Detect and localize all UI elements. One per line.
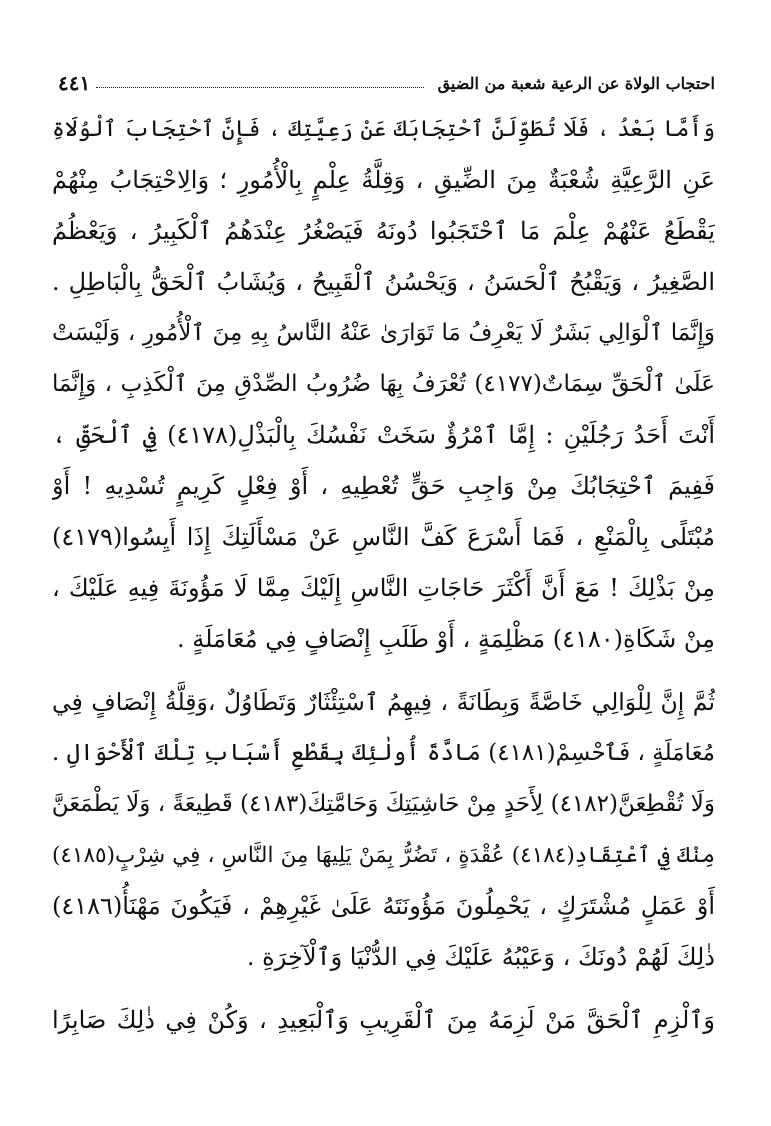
- text-line: مُعَامَلَةٍ ، فَٱحْسِمْ(٤١٨١) مَادَّةَ أُولٰئِكَ بِقَطْعِ أَسْبَابِ تِلْكَ ٱلْأَحْوَالِ .: [52, 740, 715, 766]
- paragraph-1: [52, 104, 715, 665]
- text-line: وَإِنَّمَا ٱلْوَالِي بَشَرٌ لَا يَعْرِفُ مَا تَوَارَىٰ عَنْهُ النَّاسُ بِهِ مِنَ ٱلْأُمُورِ ، وَلَيْسَتْ: [52, 320, 715, 346]
- page-number: ٤٤١: [58, 71, 91, 95]
- paragraph-3: [52, 995, 715, 1046]
- running-header: [58, 66, 715, 100]
- text-line: فَفِيمَ ٱحْتِجَابُكَ مِنْ وَاجِبِ حَقٍّ تُعْطِيهِ ، أَوْ فِعْلٍ كَرِيمٍ تُسْدِيهِ ! أَوْ: [52, 472, 715, 500]
- dotted-leader: [96, 87, 423, 88]
- text-line: ذٰلِكَ لَهُمْ دُونَكَ ، وَعَيْبُهُ عَلَيْكَ فِي الدُّنْيَا وَٱلْآخِرَةِ .: [246, 943, 715, 971]
- text-line: الصَّغِيرُ ، وَيَقْبُحُ ٱلْحَسَنُ ، وَيَحْسُنُ ٱلْقَبِيحُ ، وَيُشَابُ ٱلْحَقُّ بِالْبَاطِلِ .: [52, 268, 715, 296]
- text-line: أَنْتَ أَحَدُ رَجُلَيْنِ : إِمَّا ٱمْرُؤٌ سَخَتْ نَفْسُكَ بِالْبَذْلِ(٤١٧٨) فِي ٱلْحَقِّ ،: [52, 421, 715, 449]
- text-line: عَنِ الرَّعِيَّةِ شُعْبَةٌ مِنَ الضِّيقِ ، وَقِلَّةُ عِلْمٍ بِالْأُمُورِ ؛ وَالِاحْتِجَابُ مِنْهُمْ: [52, 166, 715, 194]
- text-line: مُبْتَلًى بِالْمَنْعِ ، فَمَا أَسْرَعَ كَفَّ النَّاسِ عَنْ مَسْأَلَتِكَ إِذَا أَيِسُوا(٤١٧٩): [52, 523, 715, 551]
- text-line: وَأَمَّا بَعْدُ ، فَلَا تُطَوِّلَنَّ ٱحْتِجَابَكَ عَنْ رَعِيَّتِكَ ، فَإِنَّ ٱحْتِجَابَ ٱلْوُلَاةِ: [52, 117, 715, 142]
- text-line: ثُمَّ إِنَّ لِلْوَالِي خَاصَّةً وَبِطَانَةً ، فِيهِمُ ٱسْتِئْثَارٌ وَتَطَاوُلٌ ،وَقِلَّةُ إِنْصَافٍ فِي: [52, 688, 715, 716]
- body-text: [52, 104, 715, 1046]
- text-line: عَلَىٰ ٱلْحَقِّ سِمَاتٌ(٤١٧٧) تُعْرَفُ بِهَا ضُرُوبُ الصِّدْقِ مِنَ ٱلْكَذِبِ ، وَإِنَّمَا: [52, 371, 715, 397]
- text-line: مِنْ شَكَاةِ(٤١٨٠) مَظْلِمَةٍ ، أَوْ طَلَبِ إِنْصَافٍ فِي مُعَامَلَةٍ .: [176, 625, 715, 653]
- text-line: مِنْكَ فِي ٱعْتِقَادِ(٤١٨٤) عُقْدَةٍ ، تَضُرُّ بِمَنْ يَلِيهَا مِنَ النَّاسِ ، فِي شِرْبٍ(٤١٨٥): [52, 843, 715, 868]
- text-line: يَقْطَعُ عَنْهُمْ عِلْمَ مَا ٱحْتَجَبُوا دُونَهُ فَيَصْغُرُ عِنْدَهُمُ ٱلْكَبِيرُ ، وَيَعْظُمُ: [52, 217, 715, 245]
- text-line: أَوْ عَمَلٍ مُشْتَرَكٍ ، يَحْمِلُونَ مَؤُونَتَهُ عَلَىٰ غَيْرِهِمْ ، فَيَكُونَ مَهْنَأُ(٤١٨٦): [52, 892, 715, 920]
- text-line: وَلَا تُقْطِعَنَّ(٤١٨٢) لِأَحَدٍ مِنْ حَاشِيَتِكَ وَحَامَّتِكَ(٤١٨٣) قَطِيعَةً ، وَلَا يَطْمَعَنَّ: [52, 791, 715, 817]
- text-line: مِنْ بَذْلِكَ ! مَعَ أَنَّ أَكْثَرَ حَاجَاتِ النَّاسِ إِلَيْكَ مِمَّا لَا مَؤُونَةَ فِيهِ عَلَيْكَ ،: [52, 574, 715, 602]
- running-title: احتجاب الولاة عن الرعية شعبة من الضيق: [437, 73, 715, 93]
- paragraph-2: [52, 677, 715, 983]
- text-line: وَٱلْزِمِ ٱلْحَقَّ مَنْ لَزِمَهُ مِنَ ٱلْقَرِيبِ وَٱلْبَعِيدِ ، وَكُنْ فِي ذٰلِكَ صَابِرًا: [52, 1006, 715, 1034]
